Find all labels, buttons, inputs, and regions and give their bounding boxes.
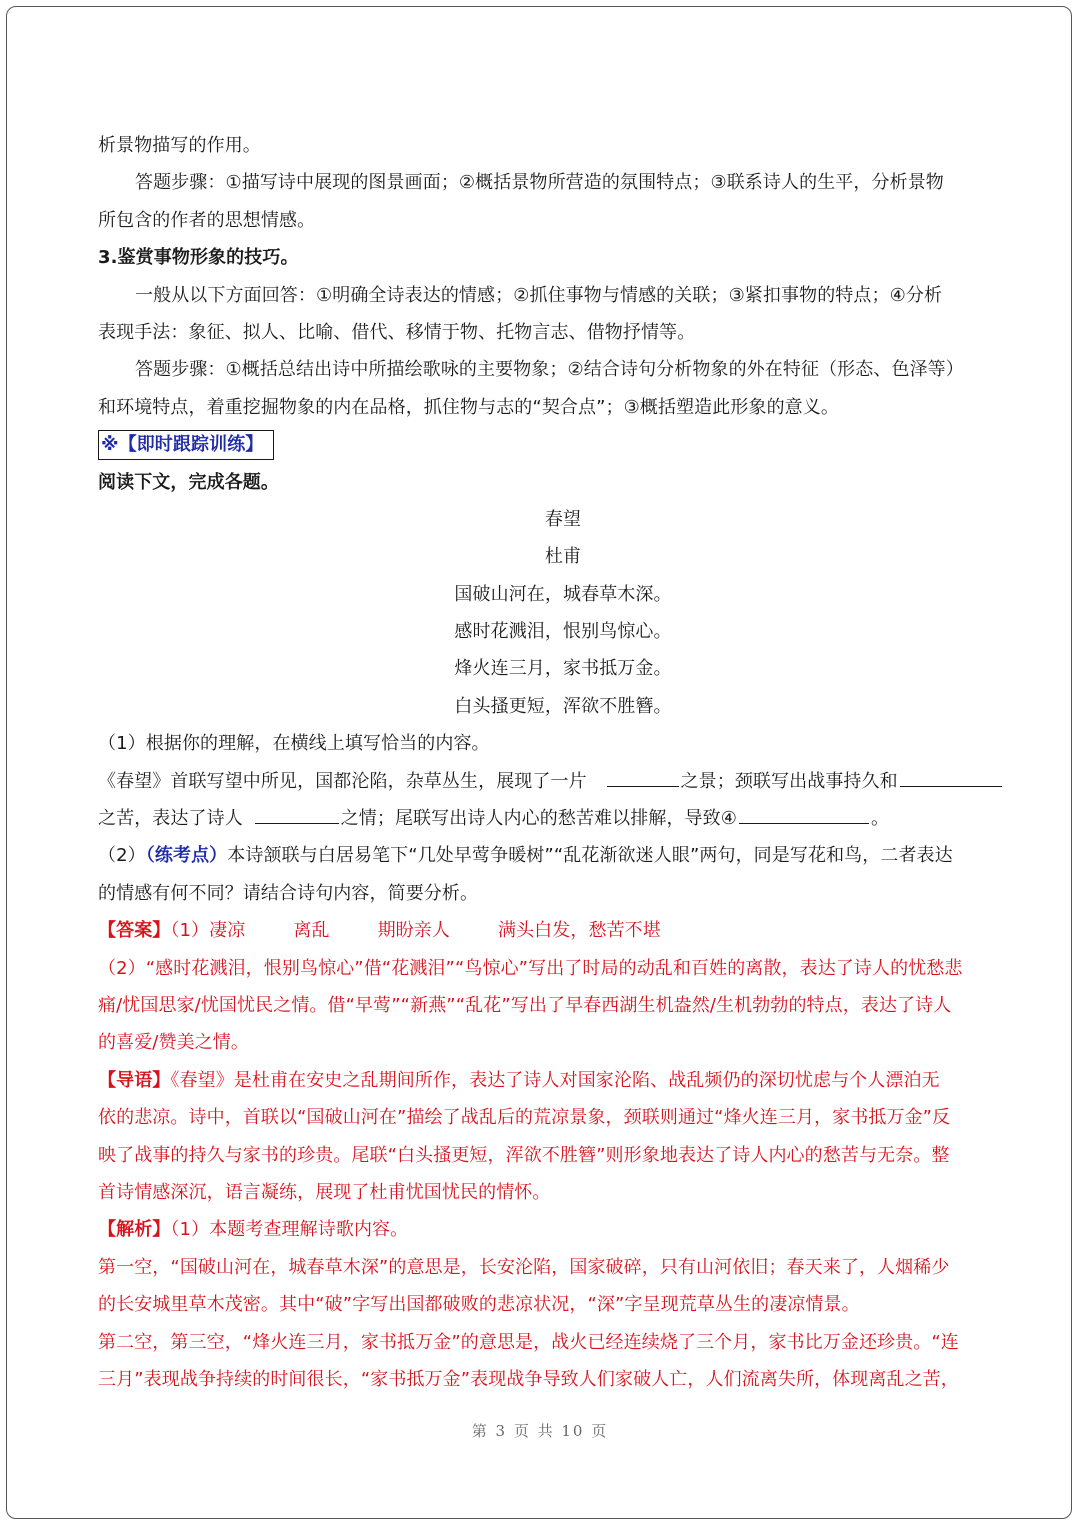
- text-segment: 之苦，表达了诗人: [98, 808, 243, 830]
- text-segment: 《春望》首联写望中所见，国都沦陷，杂草丛生，展现了一片: [98, 770, 587, 792]
- text-line: 和环境特点，着重挖掘物象的内在品格，抓住物与志的“契合点”；③概括塑造此形象的意义。: [98, 396, 839, 418]
- question-number: （2）: [98, 845, 146, 867]
- text-line: 表现手法：象征、拟人、比喻、借代、移情于物、托物言志、借物抒情等。: [98, 321, 696, 343]
- guide-line: [98, 1062, 1028, 1099]
- text-segment: 。: [870, 808, 890, 830]
- poem-verse: 国破山河在，城春草木深。: [454, 583, 672, 605]
- analysis-text: 的长安城里草木茂密。其中“破”字写出国都破败的悲凉状况，“深”字呈现荒草丛生的凄凉情景。: [98, 1294, 860, 1316]
- text-segment: （1）本题考查理解诗歌内容。: [170, 1219, 409, 1241]
- text-line: 析景物描写的作用。: [98, 135, 261, 156]
- exercise-label-row: [98, 426, 1028, 463]
- analysis-line: [98, 1211, 1028, 1248]
- analysis-text: 第一空，“国破山河在，城春草木深”的意思是，长安沦陷，国家破碎，只有山河依旧；春天来了，人烟稀少: [98, 1256, 950, 1278]
- question-tag: （练考点）: [145, 845, 228, 867]
- analysis-text: 第二空，第三空，“烽火连三月，家书抵万金”的意思是，战火已经连续烧了三个月，家书比万金还珍贵。“连: [98, 1331, 959, 1353]
- question-1-line-b: [98, 800, 1028, 837]
- text-segment: 之情；尾联写出诗人内心的愁苦难以排解，导致④: [340, 808, 737, 830]
- fill-blank[interactable]: [739, 803, 869, 824]
- text-line: 一般从以下方面回答：①明确全诗表达的情感；②抓住事物与情感的关联；③紧扣事物的特点；④分析: [135, 284, 943, 306]
- question-1-line-a: [98, 763, 1028, 800]
- question-2-line: [98, 837, 1028, 874]
- answer-item: 期盼亲人: [377, 920, 450, 942]
- exercise-label: ※【即时跟踪训练】: [98, 430, 274, 460]
- section-heading: 3.鉴赏事物形象的技巧。: [98, 247, 299, 269]
- guide-text: 首诗情感深沉，语言凝练，展现了杜甫忧国忧民的情怀。: [98, 1181, 551, 1203]
- answer-item: 离乱: [293, 920, 330, 942]
- fill-blank[interactable]: [255, 803, 339, 824]
- text-line: 所包含的作者的思想情感。: [98, 209, 316, 231]
- text-line: 答题步骤：①概括总结出诗中所描绘歌咏的主要物象；②结合诗句分析物象的外在特征（形态、色泽等）: [135, 359, 964, 381]
- poem-author: 杜甫: [544, 546, 582, 568]
- answer-line: [98, 912, 1028, 949]
- answer-text: 的喜爱/赞美之情。: [98, 1032, 249, 1054]
- text-segment: 之景；颈联写出战事持久和: [680, 770, 898, 792]
- poem-verse: 感时花溅泪，恨别鸟惊心。: [454, 621, 672, 643]
- fill-blank[interactable]: [900, 766, 1002, 787]
- analysis-label: 【解析】: [98, 1219, 171, 1241]
- text-line: 的情感有何不同？请结合诗句内容，简要分析。: [98, 882, 479, 904]
- analysis-text: 三月”表现战争持续的时间很长，“家书抵万金”表现战争导致人们家破人亡，人们流离失所，体现离乱之苦，: [98, 1368, 959, 1390]
- poem-verse: 白头搔更短，浑欲不胜簪。: [454, 695, 672, 717]
- poem-title: 春望: [544, 508, 582, 530]
- text-line: 答题步骤：①描写诗中展现的图景画面；②概括景物所营造的氛围特点；③联系诗人的生平，分析景物: [135, 172, 944, 194]
- text-segment: 本诗颔联与白居易笔下“几处早莺争暖树”“乱花渐欲迷人眼”两句，同是写花和鸟，二者表达: [227, 845, 953, 867]
- text-segment: （1）: [170, 920, 210, 942]
- text-segment: 《春望》是杜甫在安史之乱期间所作，表达了诗人对国家沦陷、战乱频仍的深切忧虑与个人漂泊无: [170, 1069, 940, 1091]
- guide-label: 【导语】: [98, 1069, 171, 1091]
- document-body: [98, 127, 1028, 1398]
- answer-text: （2）“感时花溅泪，恨别鸟惊心”借“花溅泪”“鸟惊心”写出了时局的动乱和百姓的离散，表达了诗人的忧愁悲: [98, 957, 963, 979]
- answer-text: 痛/忧国思家/忧国忧民之情。借“早莺”“新燕”“乱花”写出了早春西湖生机盎然/生机勃勃的特点，表达了诗人: [98, 994, 952, 1016]
- guide-text: 映了战事的持久与家书的珍贵。尾联“白头搔更短，浑欲不胜簪”则形象地表达了诗人内心的愁苦与无奈。整: [98, 1144, 950, 1166]
- poem-verse: 烽火连三月，家书抵万金。: [454, 658, 672, 680]
- instruction: 阅读下文，完成各题。: [98, 471, 279, 493]
- answer-item: 满头白发，愁苦不堪: [497, 920, 661, 942]
- fill-blank[interactable]: [607, 766, 679, 787]
- question-1-prompt: （1）根据你的理解，在横线上填写恰当的内容。: [98, 733, 490, 755]
- answer-label: 【答案】: [98, 920, 171, 942]
- guide-text: 依的悲凉。诗中，首联以“国破山河在”描绘了战乱后的荒凉景象，颈联则通过“烽火连三月，家书抵万金”反: [98, 1107, 951, 1129]
- answer-item: 凄凉: [209, 920, 246, 942]
- page-number: 第 3 页 共 10 页: [471, 1422, 609, 1440]
